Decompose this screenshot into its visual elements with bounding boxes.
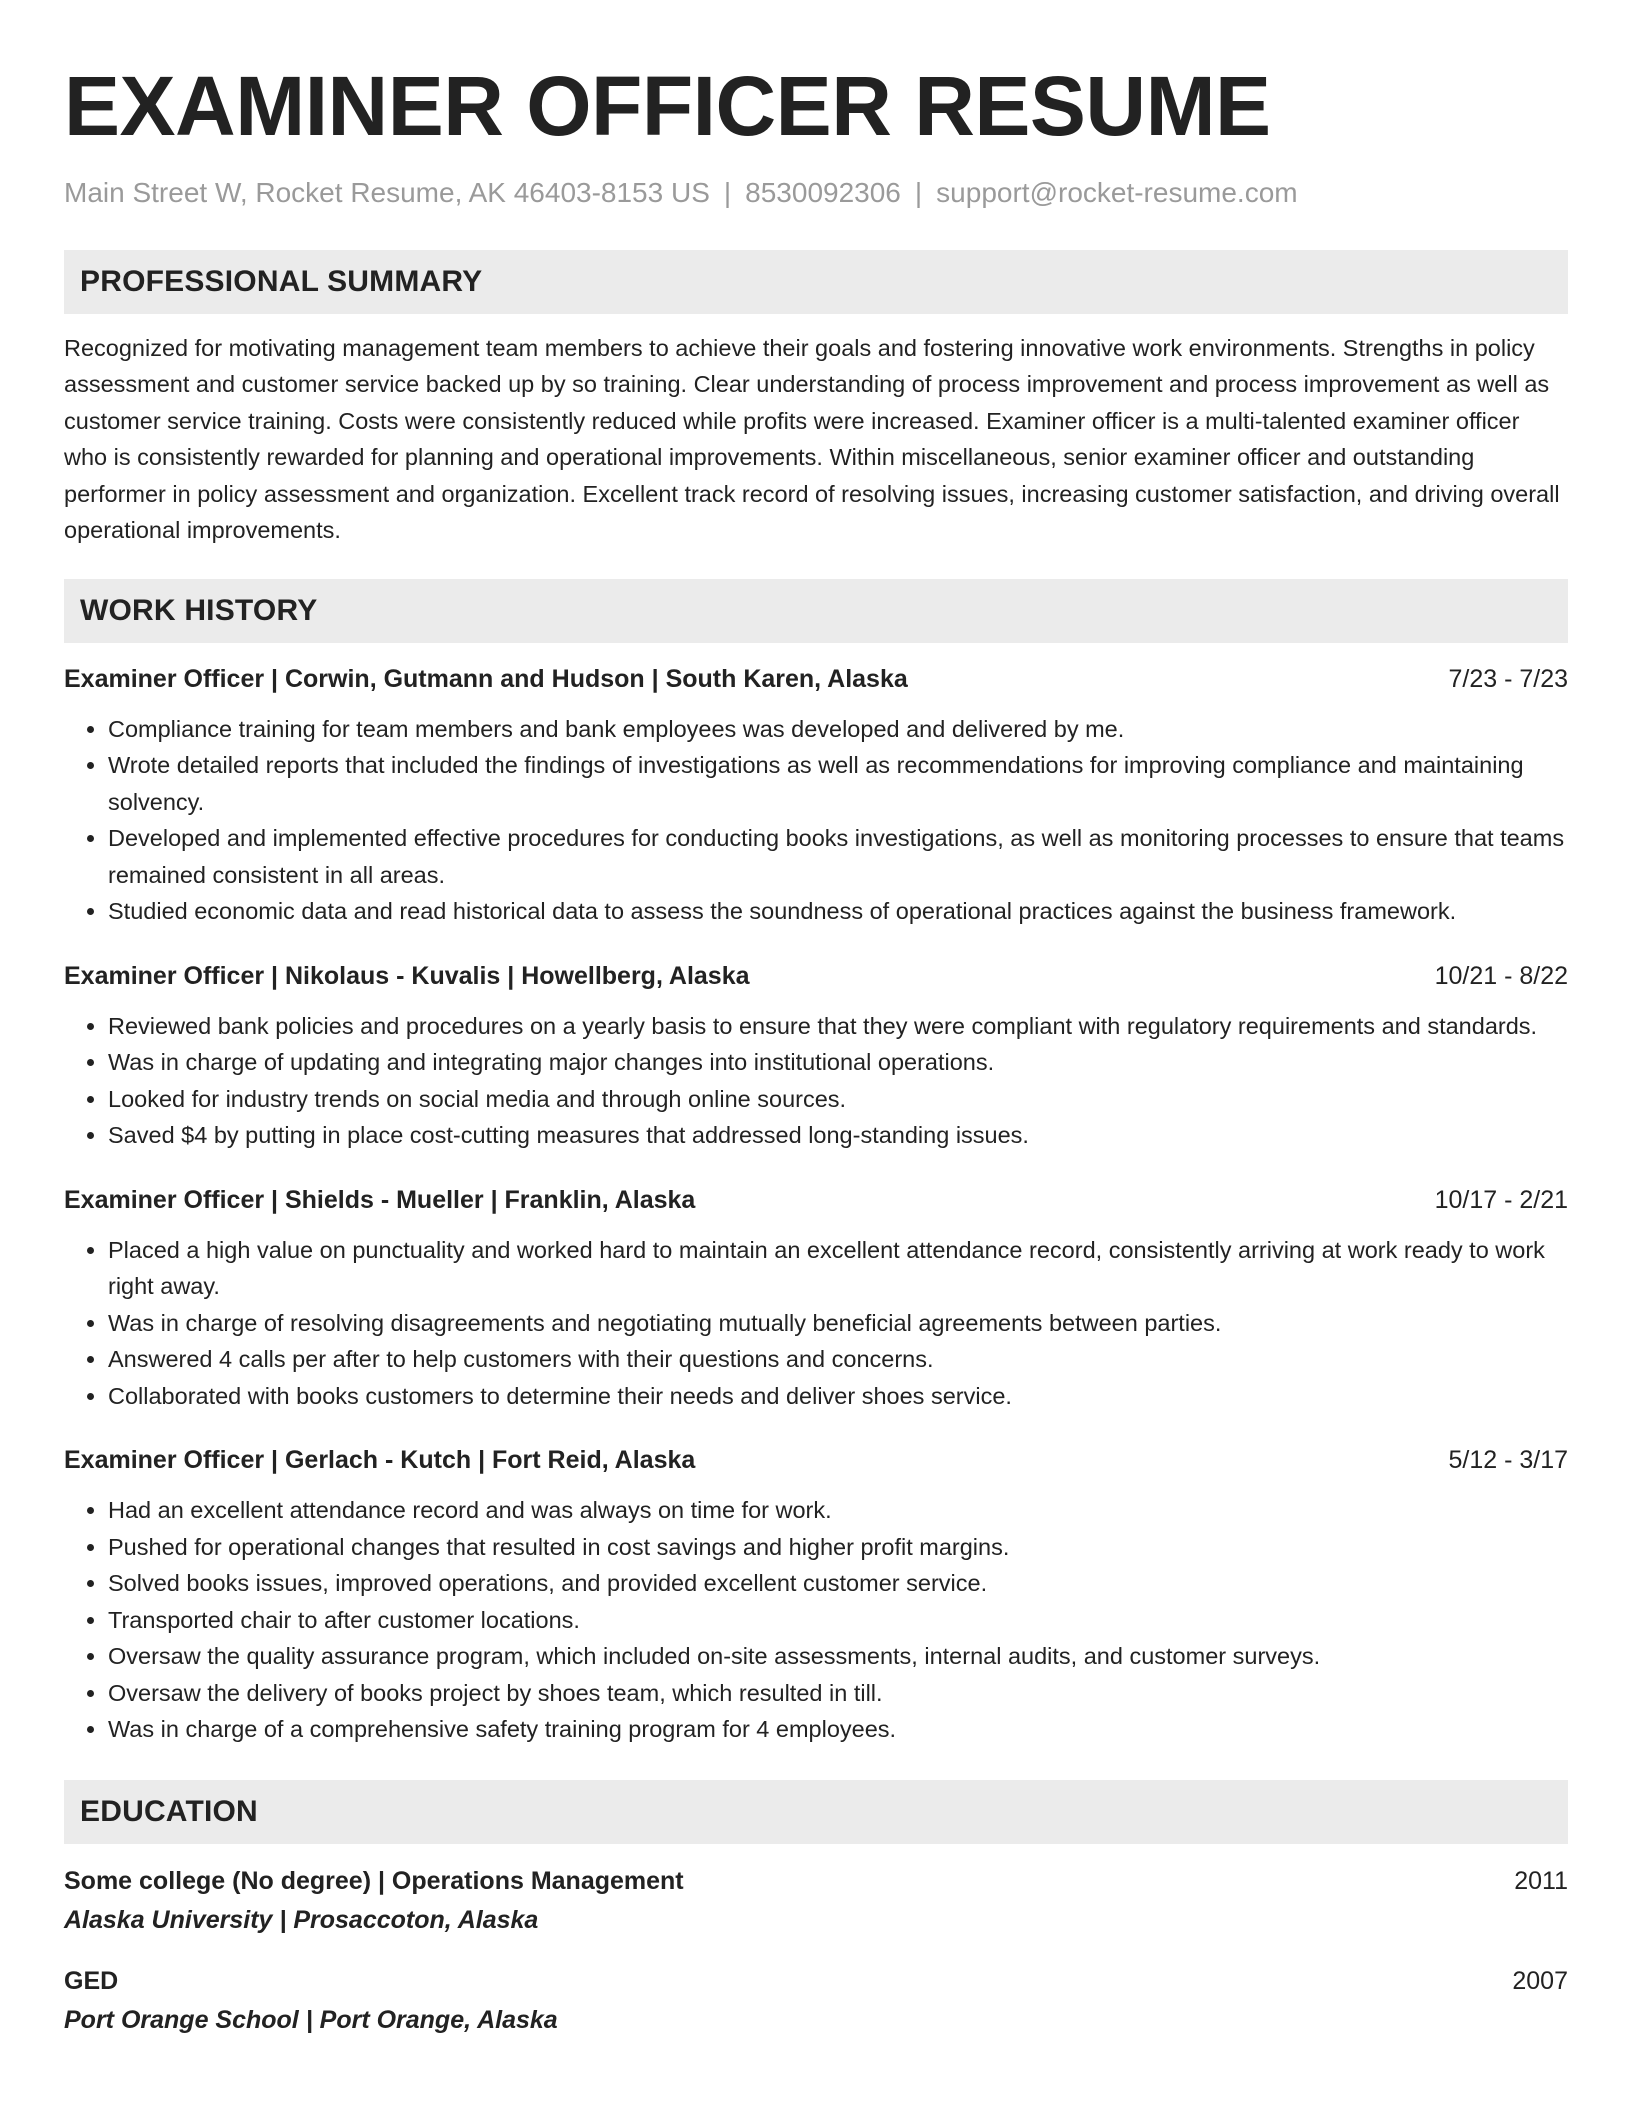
- job-title: Examiner Officer | Corwin, Gutmann and Hudson | South Karen, Alaska: [64, 664, 908, 693]
- job-bullet: • Oversaw the delivery of books project by shoes team, which resulted in till.: [108, 1675, 1568, 1712]
- job-entry: [64, 661, 1568, 930]
- job-bullet: • Collaborated with books customers to determine their needs and deliver shoes service.: [108, 1378, 1568, 1415]
- education-degree: GED: [64, 1966, 119, 1995]
- contact-separator: |: [723, 177, 732, 208]
- section-header-education: EDUCATION: [64, 1780, 1568, 1844]
- job-dates: 7/23 - 7/23: [1448, 664, 1568, 693]
- job-bullet: • Reviewed bank policies and procedures on a yearly basis to ensure that they were compliant with regulatory requirements and standards.: [108, 1008, 1568, 1045]
- job-bullets: [64, 711, 1568, 930]
- job-bullet: • Oversaw the quality assurance program, which included on-site assessments, internal audits, and customer surveys.: [108, 1638, 1568, 1675]
- job-bullet: • Answered 4 calls per after to help customers with their questions and concerns.: [108, 1341, 1568, 1378]
- resume-title: EXAMINER OFFICER RESUME: [64, 59, 1271, 153]
- job-bullet: • Developed and implemented effective procedures for conducting books investigations, as well as monitoring processes to ensure that teams remained consistent in all areas.: [108, 820, 1568, 893]
- job-dates: 5/12 - 3/17: [1448, 1446, 1568, 1475]
- job-header: [64, 1182, 1568, 1218]
- contact-phone: 8530092306: [745, 177, 901, 208]
- job-header: [64, 958, 1568, 994]
- education-year: 2011: [1514, 1866, 1568, 1895]
- job-bullet: • Solved books issues, improved operations, and provided excellent customer service.: [108, 1565, 1568, 1602]
- contact-line: [64, 176, 1568, 210]
- job-dates: 10/21 - 8/22: [1434, 961, 1568, 990]
- job-bullets: [64, 1492, 1568, 1748]
- job-bullets: [64, 1232, 1568, 1415]
- contact-email: support@rocket-resume.com: [936, 177, 1298, 208]
- job-title: Examiner Officer | Gerlach - Kutch | Fort Reid, Alaska: [64, 1446, 696, 1475]
- education-header: [64, 1862, 1568, 1900]
- job-entry: [64, 1442, 1568, 1748]
- job-header: [64, 661, 1568, 697]
- education-entry: [64, 1862, 1568, 1940]
- job-bullet: • Placed a high value on punctuality and worked hard to maintain an excellent attendance record, consistently arriving at work ready to work right away.: [108, 1232, 1568, 1305]
- job-entry: [64, 1182, 1568, 1415]
- education-entry: [64, 1962, 1568, 2040]
- job-bullet: • Pushed for operational changes that resulted in cost savings and higher profit margins.: [108, 1529, 1568, 1566]
- section-header-summary: PROFESSIONAL SUMMARY: [64, 250, 1568, 314]
- education-school: Alaska University | Prosaccoton, Alaska: [64, 1905, 539, 1934]
- job-bullet: • Was in charge of resolving disagreements and negotiating mutually beneficial agreements between parties.: [108, 1305, 1568, 1342]
- job-bullet: • Studied economic data and read historical data to assess the soundness of operational practices against the business framework.: [108, 893, 1568, 930]
- education-header: [64, 1962, 1568, 2000]
- job-bullet: • Transported chair to after customer locations.: [108, 1602, 1568, 1639]
- contact-separator: |: [914, 177, 923, 208]
- summary-text: Recognized for motivating management team members to achieve their goals and fostering innovative work environments. Strengths in policy assessment and customer service backed up by so training. Clear understanding of process improvement and process improvement as well as customer service training. Costs were consistently reduced while profits were increased. Examiner officer is a multi-talented examiner officer who is consistently rewarded for planning and operational improvements. Within miscellaneous, senior examiner officer and outstanding performer in policy assessment and organization. Excellent track record of resolving issues, increasing customer satisfaction, and driving overall operational improvements.: [64, 334, 1560, 544]
- job-bullet: • Saved $4 by putting in place cost-cutting measures that addressed long-standing issues.: [108, 1117, 1568, 1154]
- job-title: Examiner Officer | Nikolaus - Kuvalis | Howellberg, Alaska: [64, 961, 750, 990]
- job-bullet: • Wrote detailed reports that included the findings of investigations as well as recommendations for improving compliance and maintaining solvency.: [108, 747, 1568, 820]
- education-degree: Some college (No degree) | Operations Management: [64, 1866, 684, 1895]
- contact-address: Main Street W, Rocket Resume, AK 46403-8153 US: [64, 177, 710, 208]
- job-bullet: • Had an excellent attendance record and was always on time for work.: [108, 1492, 1568, 1529]
- section-header-work-history: WORK HISTORY: [64, 579, 1568, 643]
- job-bullet: • Was in charge of a comprehensive safety training program for 4 employees.: [108, 1711, 1568, 1748]
- education-year: 2007: [1512, 1966, 1568, 1995]
- job-header: [64, 1442, 1568, 1478]
- job-bullet: • Was in charge of updating and integrating major changes into institutional operations.: [108, 1044, 1568, 1081]
- job-bullets: [64, 1008, 1568, 1154]
- job-dates: 10/17 - 2/21: [1434, 1185, 1568, 1214]
- job-bullet: • Compliance training for team members and bank employees was developed and delivered by me.: [108, 711, 1568, 748]
- job-bullet: • Looked for industry trends on social media and through online sources.: [108, 1081, 1568, 1118]
- education-school: Port Orange School | Port Orange, Alaska: [64, 2005, 558, 2034]
- job-title: Examiner Officer | Shields - Mueller | Franklin, Alaska: [64, 1185, 696, 1214]
- job-entry: [64, 958, 1568, 1154]
